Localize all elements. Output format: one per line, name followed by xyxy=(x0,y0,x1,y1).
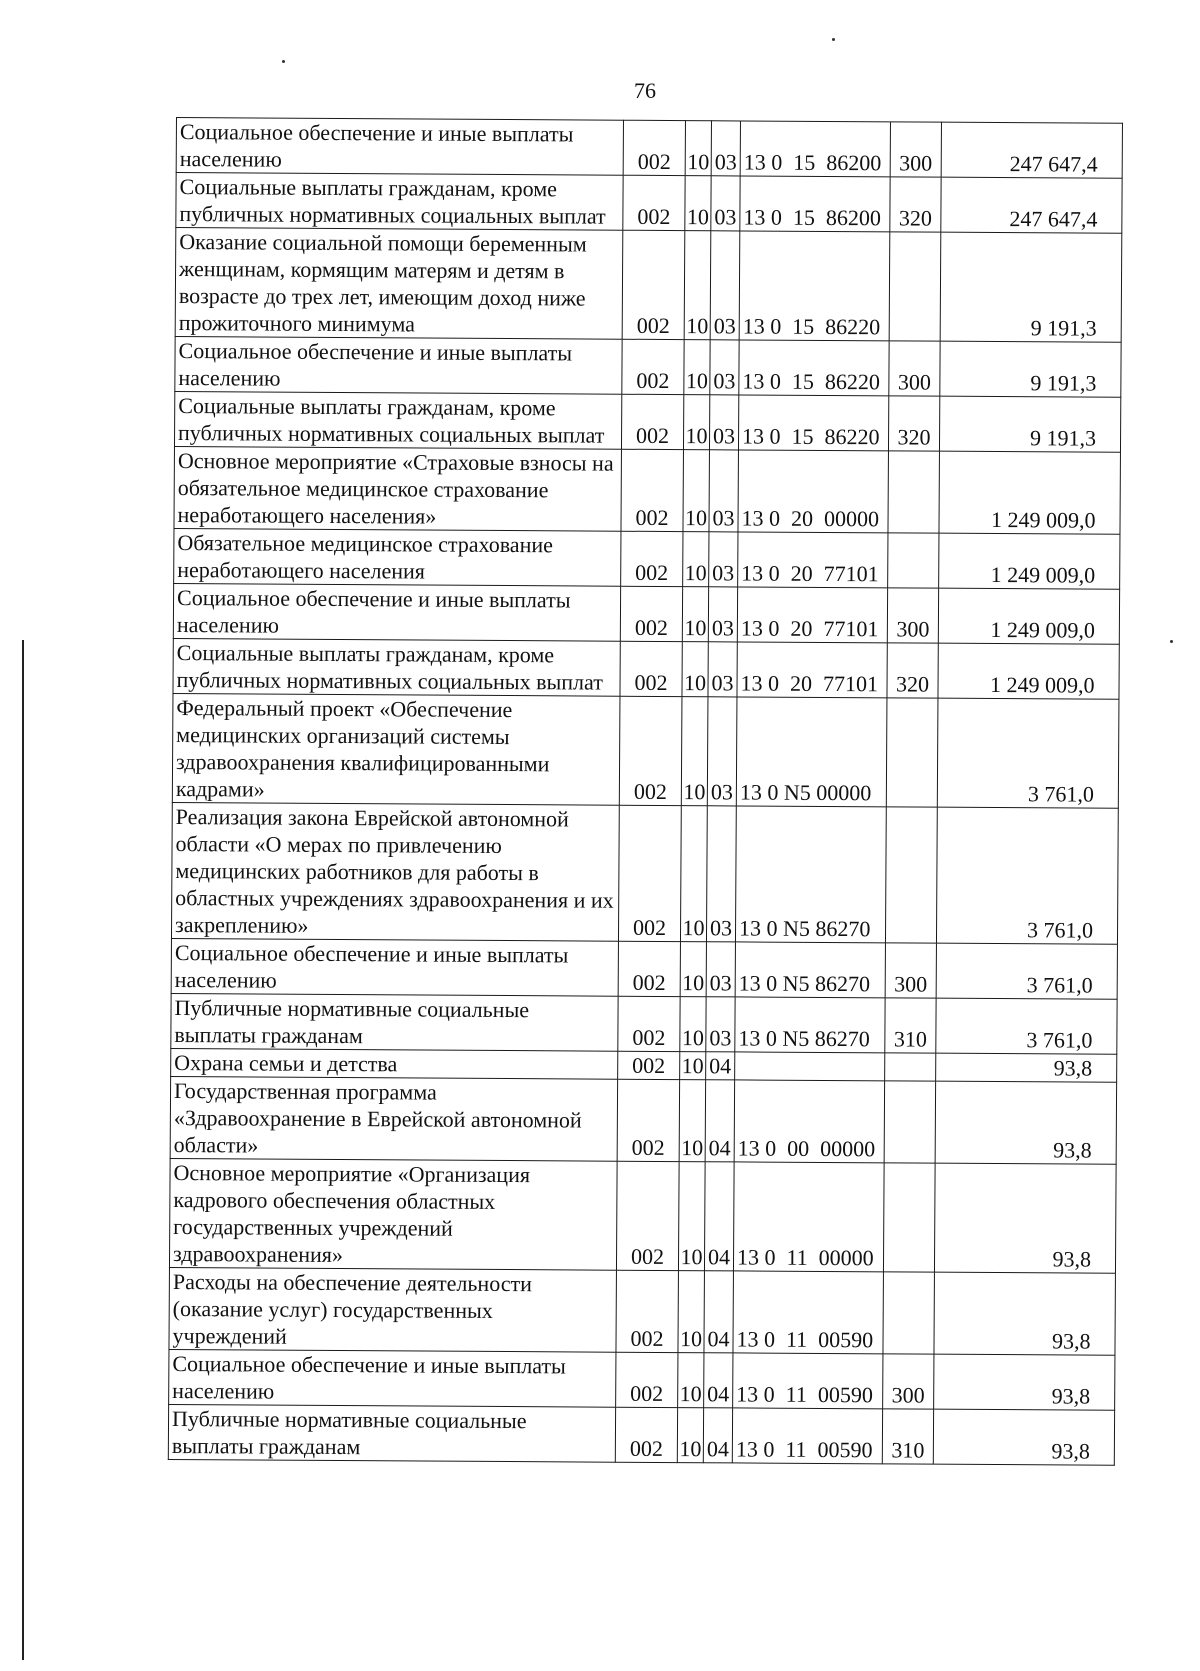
cell-grbs-code: 002 xyxy=(618,805,681,941)
cell-target-article-code: 13 0 20 77101 xyxy=(737,587,887,643)
cell-amount: 3 761,0 xyxy=(936,807,1118,944)
table-row xyxy=(174,528,1120,589)
cell-expense-type-code: 320 xyxy=(888,396,939,451)
cell-name: Обязательное медицинское страхование неработающего населения xyxy=(174,528,621,586)
cell-name: Реализация закона Еврейской автономной области «О мерах по привлечению медицинских работников для работы в областных учреждениях здравоохранения и их закреплению» xyxy=(171,802,619,941)
cell-name: Социальное обеспечение и иные выплаты населению xyxy=(175,336,622,394)
cell-amount: 1 249 009,0 xyxy=(938,588,1119,644)
cell-amount: 93,8 xyxy=(933,1409,1114,1465)
cell-target-article-code: 13 0 N5 86270 xyxy=(735,806,886,943)
cell-target-article-code: 13 0 20 77101 xyxy=(737,642,887,698)
cell-grbs-code: 002 xyxy=(621,449,683,531)
cell-amount: 1 249 009,0 xyxy=(939,533,1120,589)
cell-expense-type-code xyxy=(883,1163,935,1272)
cell-expense-type-code: 320 xyxy=(890,177,941,232)
cell-grbs-code: 002 xyxy=(622,230,685,339)
cell-grbs-code: 002 xyxy=(616,1352,678,1407)
cell-amount: 247 647,4 xyxy=(941,122,1122,178)
cell-subsection-code: 03 xyxy=(711,121,740,176)
cell-subsection-code: 03 xyxy=(707,697,737,806)
table-body xyxy=(168,118,1122,1466)
cell-name: Оказание социальной помощи беременным женщинам, кормящим матерям и детям в возрасте до трех лет, имеющим доход ниже прожиточного минимума xyxy=(175,228,623,340)
cell-section-code: 10 xyxy=(682,642,708,697)
cell-expense-type-code xyxy=(886,698,938,807)
cell-name: Социальное обеспечение и иные выплаты населению xyxy=(169,1349,616,1407)
cell-amount: 93,8 xyxy=(934,1354,1115,1410)
cell-name: Социальное обеспечение и иные выплаты населению xyxy=(176,118,623,176)
table-row xyxy=(171,993,1117,1054)
cell-section-code: 10 xyxy=(680,942,706,997)
cell-subsection-code: 03 xyxy=(711,176,740,231)
cell-name: Социальное обеспечение и иные выплаты населению xyxy=(173,583,620,641)
cell-amount: 1 249 009,0 xyxy=(939,451,1120,534)
cell-name: Государственная программа «Здравоохранение в Еврейской автономной области» xyxy=(170,1076,617,1161)
cell-amount: 93,8 xyxy=(934,1163,1116,1273)
scan-edge-line xyxy=(22,640,24,1660)
cell-section-code: 10 xyxy=(685,121,711,176)
cell-subsection-code: 03 xyxy=(709,532,738,587)
table-row xyxy=(171,938,1117,999)
cell-expense-type-code xyxy=(888,533,939,588)
cell-grbs-code: 002 xyxy=(623,120,685,175)
cell-expense-type-code xyxy=(889,232,941,341)
table-row xyxy=(169,1158,1116,1273)
table-row xyxy=(175,336,1121,397)
cell-amount: 9 191,3 xyxy=(940,341,1121,397)
cell-subsection-code: 04 xyxy=(704,1271,734,1353)
cell-grbs-code: 002 xyxy=(620,641,682,696)
cell-name: Основное мероприятие «Страховые взносы на обязательное медицинское страхование неработающего населения» xyxy=(174,446,621,531)
table-row xyxy=(176,118,1122,179)
cell-target-article-code: 13 0 N5 86270 xyxy=(735,997,885,1053)
cell-amount: 3 761,0 xyxy=(937,698,1119,808)
cell-grbs-code: 002 xyxy=(621,394,683,449)
cell-expense-type-code xyxy=(884,1081,935,1163)
cell-grbs-code: 002 xyxy=(616,1161,679,1270)
scan-speck xyxy=(1170,640,1173,643)
cell-section-code: 10 xyxy=(685,176,711,231)
cell-target-article-code: 13 0 15 86220 xyxy=(739,340,889,396)
cell-grbs-code: 002 xyxy=(618,1051,680,1079)
cell-name: Федеральный проект «Обеспечение медицинских организаций системы здравоохранения квалифицированными кадрами» xyxy=(172,693,620,805)
table-row xyxy=(168,1404,1114,1465)
cell-section-code: 10 xyxy=(680,997,706,1052)
cell-expense-type-code xyxy=(885,807,937,943)
cell-subsection-code: 03 xyxy=(706,942,735,997)
cell-name: Социальные выплаты гражданам, кроме публичных нормативных социальных выплат xyxy=(176,173,623,231)
cell-grbs-code: 002 xyxy=(620,586,682,641)
cell-amount: 1 249 009,0 xyxy=(938,643,1119,699)
table-row xyxy=(173,638,1119,699)
cell-amount: 247 647,4 xyxy=(941,177,1122,233)
cell-expense-type-code: 300 xyxy=(885,943,936,998)
table-row xyxy=(170,1076,1116,1164)
table-row xyxy=(174,446,1120,534)
budget-table xyxy=(168,117,1123,1466)
cell-expense-type-code: 300 xyxy=(887,588,938,643)
cell-target-article-code: 13 0 00 00000 xyxy=(734,1080,884,1163)
cell-subsection-code: 03 xyxy=(709,450,739,532)
cell-subsection-code: 03 xyxy=(708,642,737,697)
cell-subsection-code: 04 xyxy=(703,1408,732,1463)
table-row xyxy=(169,1267,1115,1355)
cell-amount: 9 191,3 xyxy=(940,232,1122,342)
cell-grbs-code: 002 xyxy=(618,941,680,996)
cell-section-code: 10 xyxy=(683,395,709,450)
cell-subsection-code: 03 xyxy=(709,395,738,450)
cell-amount: 93,8 xyxy=(935,1081,1116,1164)
cell-amount: 3 761,0 xyxy=(936,998,1117,1054)
cell-amount: 93,8 xyxy=(934,1272,1115,1355)
cell-section-code: 10 xyxy=(684,340,710,395)
cell-section-code: 10 xyxy=(678,1353,704,1408)
cell-grbs-code: 002 xyxy=(623,175,685,230)
cell-amount: 9 191,3 xyxy=(939,396,1120,452)
cell-grbs-code: 002 xyxy=(619,696,682,805)
cell-name: Основное мероприятие «Организация кадрового обеспечения областных государственных учреждений здравоохранения» xyxy=(169,1158,617,1270)
cell-amount: 93,8 xyxy=(936,1053,1117,1082)
cell-expense-type-code: 300 xyxy=(890,122,941,177)
cell-expense-type-code: 310 xyxy=(882,1409,933,1464)
cell-target-article-code: 13 0 11 00000 xyxy=(733,1162,884,1272)
cell-expense-type-code xyxy=(885,1053,936,1081)
cell-subsection-code: 04 xyxy=(706,1052,735,1080)
cell-section-code: 10 xyxy=(678,1271,705,1353)
cell-expense-type-code: 320 xyxy=(887,643,938,698)
cell-expense-type-code xyxy=(888,451,939,533)
cell-amount: 3 761,0 xyxy=(936,943,1117,999)
cell-expense-type-code: 300 xyxy=(883,1354,934,1409)
cell-target-article-code: 13 0 11 00590 xyxy=(733,1271,883,1354)
cell-section-code: 10 xyxy=(681,697,708,806)
cell-grbs-code: 002 xyxy=(617,1079,679,1161)
table-row xyxy=(173,583,1119,644)
cell-expense-type-code: 300 xyxy=(889,341,940,396)
cell-target-article-code: 13 0 11 00590 xyxy=(732,1408,882,1464)
cell-section-code: 10 xyxy=(682,587,708,642)
cell-subsection-code: 03 xyxy=(706,806,736,942)
table-row xyxy=(171,802,1118,944)
cell-subsection-code: 04 xyxy=(704,1162,734,1271)
cell-name: Публичные нормативные социальные выплаты гражданам xyxy=(168,1404,615,1462)
cell-grbs-code: 002 xyxy=(615,1407,677,1462)
cell-target-article-code: 13 0 N5 00000 xyxy=(736,697,887,807)
cell-grbs-code: 002 xyxy=(618,996,680,1051)
cell-subsection-code: 03 xyxy=(708,587,737,642)
cell-name: Социальные выплаты гражданам, кроме публичных нормативных социальных выплат xyxy=(173,638,620,696)
cell-grbs-code: 002 xyxy=(622,339,684,394)
cell-grbs-code: 002 xyxy=(621,531,683,586)
cell-target-article-code: 13 0 20 00000 xyxy=(738,450,888,533)
cell-section-code: 10 xyxy=(680,806,707,942)
cell-name: Охрана семьи и детства xyxy=(171,1048,618,1079)
cell-subsection-code: 04 xyxy=(704,1353,733,1408)
cell-name: Социальные выплаты гражданам, кроме публичных нормативных социальных выплат xyxy=(174,391,621,449)
cell-section-code: 10 xyxy=(678,1162,705,1271)
cell-subsection-code: 03 xyxy=(710,340,739,395)
cell-section-code: 10 xyxy=(677,1408,703,1463)
cell-target-article-code: 13 0 11 00590 xyxy=(733,1353,883,1409)
cell-subsection-code: 03 xyxy=(710,231,740,340)
cell-name: Социальное обеспечение и иные выплаты населению xyxy=(171,938,618,996)
table-row xyxy=(174,391,1120,452)
cell-target-article-code: 13 0 15 86220 xyxy=(738,395,888,451)
cell-name: Публичные нормативные социальные выплаты гражданам xyxy=(171,993,618,1051)
cell-target-article-code: 13 0 15 86200 xyxy=(740,176,890,232)
cell-target-article-code: 13 0 N5 86270 xyxy=(735,942,885,998)
cell-name: Расходы на обеспечение деятельности (оказание услуг) государственных учреждений xyxy=(169,1267,616,1352)
cell-target-article-code: 13 0 15 86220 xyxy=(739,231,890,341)
scan-speck xyxy=(282,60,285,63)
table-row xyxy=(172,693,1119,808)
cell-subsection-code: 04 xyxy=(705,1080,735,1162)
table-row xyxy=(169,1349,1115,1410)
cell-target-article-code: 13 0 15 86200 xyxy=(740,121,890,177)
cell-grbs-code: 002 xyxy=(616,1270,678,1352)
cell-expense-type-code: 310 xyxy=(885,998,936,1053)
cell-target-article-code: 13 0 20 77101 xyxy=(738,532,888,588)
cell-section-code: 10 xyxy=(679,1080,706,1162)
cell-section-code: 10 xyxy=(683,532,709,587)
table-row xyxy=(176,173,1122,234)
cell-section-code: 10 xyxy=(683,450,710,532)
table-row xyxy=(175,228,1122,343)
scan-speck xyxy=(832,38,835,41)
page-number: 76 xyxy=(634,78,656,103)
cell-section-code: 10 xyxy=(680,1052,706,1080)
cell-expense-type-code xyxy=(883,1272,934,1354)
cell-subsection-code: 03 xyxy=(706,997,735,1052)
cell-section-code: 10 xyxy=(684,231,711,340)
cell-target-article-code xyxy=(735,1052,885,1081)
